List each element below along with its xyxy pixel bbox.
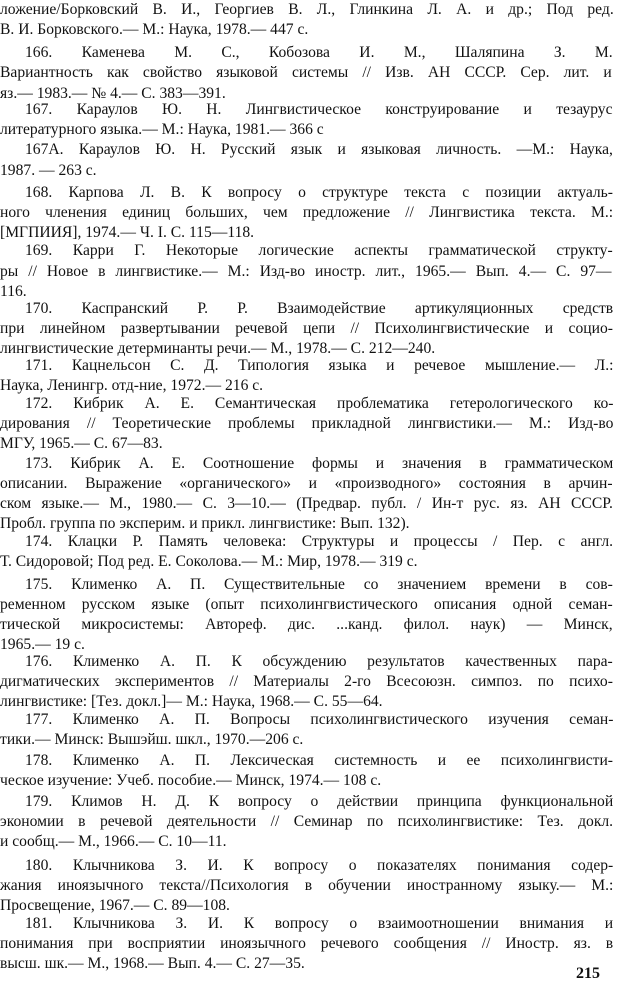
text-line: 1965.— 19 с. <box>0 636 85 653</box>
text-line: литературного языка.— М.: Наука, 1981.— 366 с <box>0 121 324 138</box>
text-line: ры // Новое в лингвистике.— М.: Изд-во иностр. лит., 1965.— Вып. 4.— С. 97— <box>0 263 612 280</box>
text-line: ложение/Борковский В. И., Георгиев В. Л., Глинкина Л. А. и др.; Под ред. <box>0 1 614 18</box>
text-line: тической микросистемы: Автореф. дис. ...канд. филол. наук) — Минск, <box>0 616 613 633</box>
text-line: при линейном развертывании речевой цепи // Психолингвистические и социо- <box>0 320 613 337</box>
text-line: 179. Климов Н. Д. К вопросу о действии принципа функциональной <box>25 793 613 810</box>
page-number: 215 <box>576 965 600 982</box>
text-line: ременном русском языке (опыт психолингвистического описания одной семан- <box>0 596 613 613</box>
text-line: Пробл. группа по эксперим. и прикл. лингвистике: Вып. 132). <box>0 515 410 532</box>
text-line: 171. Кацнельсон С. Д. Типология языка и речевое мышление.— Л.: <box>25 357 613 374</box>
text-line: экономии в речевой деятельности // Семинар по психолингвистике: Тез. докл. <box>0 813 613 830</box>
text-line: 167А. Караулов Ю. Н. Русский язык и языковая личность. —М.: Наука, <box>25 141 613 158</box>
text-line: 176. Клименко А. П. К обсуждению результатов качественных пара- <box>25 653 613 670</box>
text-line: дирования // Теоретические проблемы прикладной лингвистики.— М.: Изд-во <box>0 415 613 432</box>
text-line: и сообщ.— М., 1966.— С. 10—11. <box>0 833 227 850</box>
text-line: 180. Клычникова З. И. К вопросу о показателях понимания содер- <box>25 857 613 874</box>
text-line: тики.— Минск: Вышэйш. шкл., 1970.—206 с. <box>0 731 304 748</box>
text-line: Т. Сидоровой; Под ред. Е. Соколова.— М.: Мир, 1978.— 319 с. <box>0 553 418 570</box>
text-line: 177. Клименко А. П. Вопросы психолингвистического изучения семан- <box>25 711 613 728</box>
text-line: Наука, Ленингр. отд-ние, 1972.— 216 с. <box>0 377 264 394</box>
text-line: 168. Карпова Л. В. К вопросу о структуре текста с позиции актуаль- <box>25 184 613 201</box>
text-line: 172. Кибрик А. Е. Семантическая проблематика гетерологического ко- <box>25 395 613 412</box>
text-line: описании. Выражение «органического» и «производного» состояния в арчин- <box>0 475 613 492</box>
text-line: ного членения единиц больших, чем предложение // Лингвистика текста. М.: <box>0 204 613 221</box>
text-line: ском языке.— М., 1980.— С. 3—10.— (Предвар. публ. / Ин-т рус. яз. АН СССР. <box>0 495 613 512</box>
text-line: [МГПИИЯ], 1974.— Ч. I. С. 115—118. <box>0 224 255 241</box>
text-line: дигматических экспериментов // Материалы 2-го Всесоюзн. симпоз. по психо- <box>0 673 613 690</box>
text-line: 1987. — 263 с. <box>0 162 97 179</box>
text-line: 181. Клычникова З. И. К вопросу о взаимоотношении внимания и <box>25 915 613 932</box>
text-line: 167. Караулов Ю. Н. Лингвистическое конструирование и тезаурус <box>25 101 613 118</box>
text-line: В. И. Борковского.— М.: Наука, 1978.— 447 с. <box>0 21 309 38</box>
text-line: высш. шк.— М., 1968.— Вып. 4.— С. 27—35. <box>0 955 305 972</box>
text-line: Просвещение, 1967.— С. 89—108. <box>0 897 230 914</box>
text-line: 170. Каспранский Р. Р. Взаимодействие артикуляционных средств <box>25 300 613 317</box>
text-line: понимания при восприятии иноязычного речевого сообщения // Иностр. яз. в <box>0 935 613 952</box>
text-line: 166. Каменева М. С., Кобозова И. М., Шаляпина З. М. <box>25 44 613 61</box>
text-line: ческое изучение: Учеб. пособие.— Минск, 1974.— 108 с. <box>0 772 382 789</box>
text-line: Вариантность как свойство языковой системы // Изв. АН СССР. Сер. лит. и <box>0 64 612 81</box>
text-line: 175. Клименко А. П. Существительные со значением времени в сов- <box>25 576 613 593</box>
text-line: жания иноязычного текста//Психология в обучении иностранному языку.— М.: <box>0 877 613 894</box>
text-line: 173. Кибрик А. Е. Соотношение формы и значения в грамматическом <box>25 455 613 472</box>
text-line: лингвистике: [Тез. докл.]— М.: Наука, 1968.— С. 55—64. <box>0 693 383 710</box>
text-line: 178. Клименко А. П. Лексическая системность и ее психолингвисти- <box>25 752 613 769</box>
text-line: яз.— 1983.— № 4.— С. 383—391. <box>0 85 226 102</box>
text-line: 174. Клацки Р. Память человека: Структуры и процессы / Пер. с англ. <box>25 533 613 550</box>
text-line: МГУ, 1965.— С. 67—83. <box>0 435 163 452</box>
text-line: 116. <box>0 283 27 300</box>
text-line: 169. Карри Г. Некоторые логические аспекты грамматической структу- <box>25 242 613 259</box>
text-line: лингвистические детерминанты речи.— М., 1978.— С. 212—240. <box>0 340 436 357</box>
